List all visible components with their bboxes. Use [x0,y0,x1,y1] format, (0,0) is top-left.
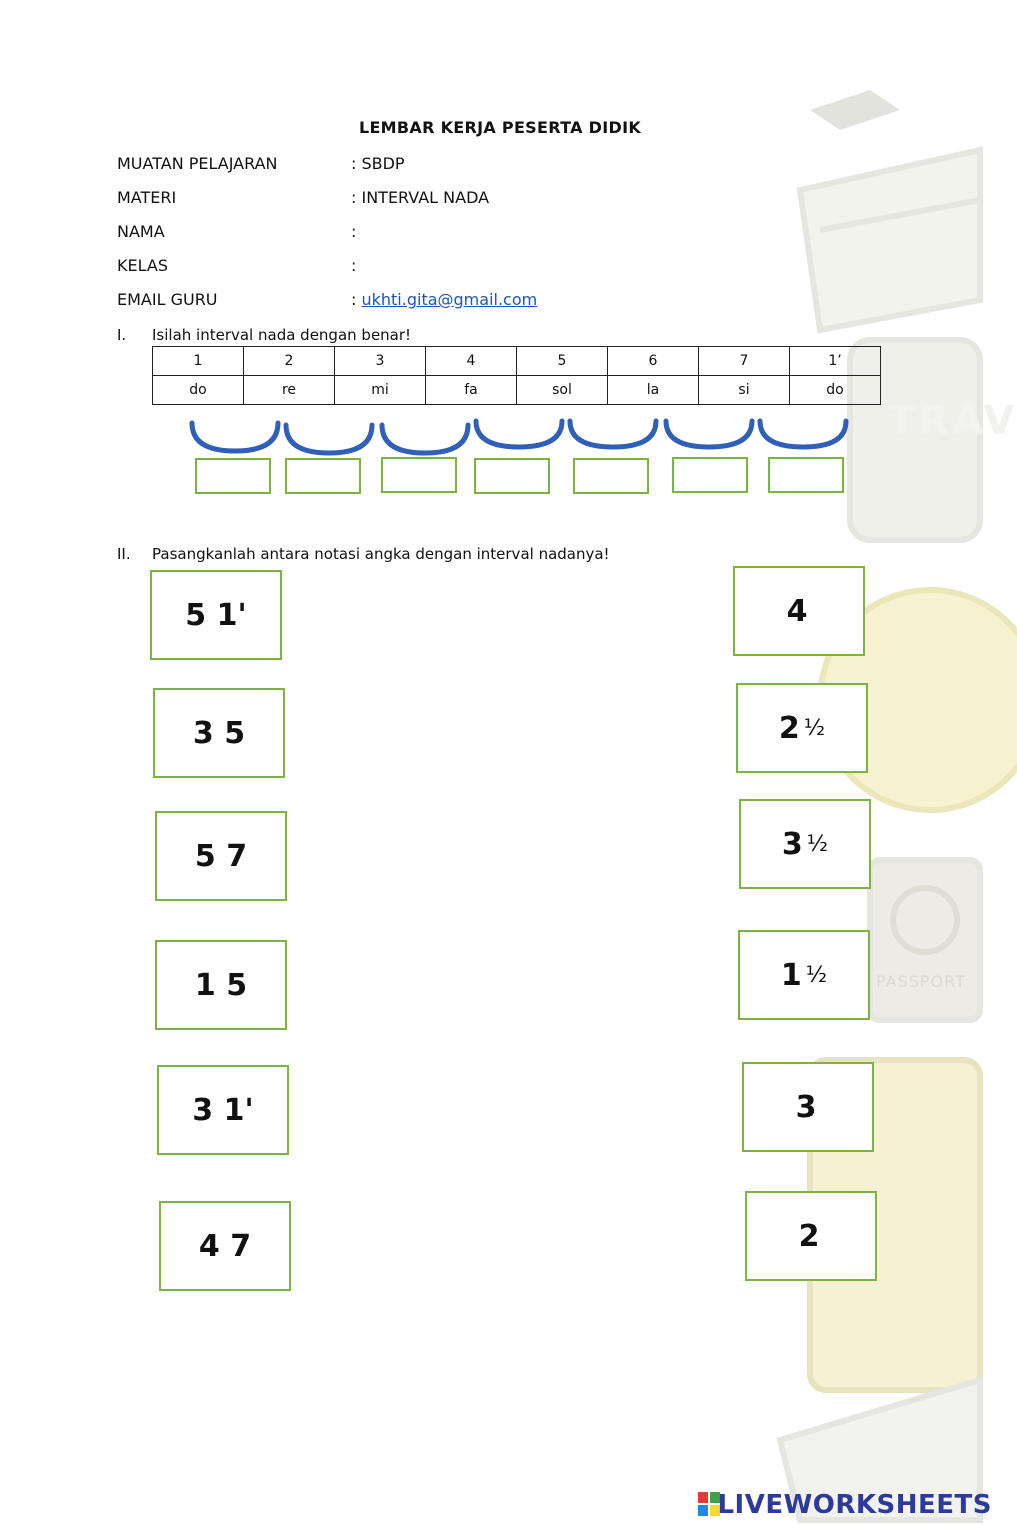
interval-answer-input[interactable] [672,457,748,493]
notation-card[interactable]: 3 5 [153,688,285,778]
field-value-name: : [351,222,357,241]
field-label-name: NAMA [117,222,165,241]
notation-card[interactable]: 3 1' [157,1065,289,1155]
note-number-cell: 5 [517,347,608,376]
interval-card-main: 2 [778,710,800,746]
interval-arc [382,425,468,453]
notation-card[interactable]: 5 7 [155,811,287,901]
section-2-number: II. [117,545,131,563]
field-label-material: MATERI [117,188,177,207]
section-1-instruction: Isilah interval nada dengan benar! [152,326,412,344]
note-solfege-cell: fa [426,376,517,405]
interval-answer-input[interactable] [768,457,844,493]
page-title: LEMBAR KERJA PESERTA DIDIK [358,118,642,137]
note-number-cell: 3 [335,347,426,376]
field-value-class: : [351,256,357,275]
note-table [152,346,881,405]
interval-arc [286,425,372,453]
field-label-teacher-email: EMAIL GURU [117,290,218,309]
interval-answer-input[interactable] [195,458,271,494]
field-value-teacher-email [351,290,537,309]
field-value-material: : INTERVAL NADA [351,188,490,207]
note-number-cell: 7 [699,347,790,376]
note-number-cell: 1’ [790,347,881,376]
notation-card[interactable]: 4 7 [159,1201,291,1291]
interval-card-main: 3 [795,1089,817,1125]
note-solfege-cell: mi [335,376,426,405]
interval-answer-input[interactable] [573,458,649,494]
field-value-subject: : SBDP [351,154,405,173]
note-solfege-cell: la [608,376,699,405]
note-number-cell: 1 [153,347,244,376]
interval-card-fraction: ½ [803,715,826,741]
section-1-number: I. [117,326,127,344]
interval-arc [192,423,278,451]
liveworksheets-brand: LIVEWORKSHEETS [717,1490,992,1520]
note-number-cell: 4 [426,347,517,376]
interval-card-main: 3 [781,826,803,862]
email-prefix: : [351,290,362,309]
note-solfege-cell: re [244,376,335,405]
interval-card-main: 2 [798,1218,820,1254]
interval-answer-input[interactable] [381,457,457,493]
interval-arc [760,421,846,447]
interval-arc [666,421,752,447]
teacher-email-link[interactable]: ukhti.gita@gmail.com [361,290,538,309]
note-solfege-cell: do [790,376,881,405]
section-2-instruction: Pasangkanlah antara notasi angka dengan interval nadanya! [152,545,610,563]
notation-card[interactable]: 1 5 [155,940,287,1030]
interval-card-fraction: ½ [806,831,829,857]
field-label-subject: MUATAN PELAJARAN [117,154,278,173]
note-number-cell: 6 [608,347,699,376]
interval-card-fraction: ½ [805,962,828,988]
note-solfege-cell: sol [517,376,608,405]
note-number-row [153,347,881,376]
interval-card[interactable] [738,930,870,1020]
note-solfege-cell: si [699,376,790,405]
interval-card-main: 4 [786,593,808,629]
interval-card[interactable] [745,1191,877,1281]
interval-answer-input[interactable] [285,458,361,494]
passport-decoration-text: PASSPORT [876,972,966,991]
field-label-class: KELAS [117,256,168,275]
note-solfege-cell: do [153,376,244,405]
notation-card[interactable]: 5 1' [150,570,282,660]
interval-card[interactable] [739,799,871,889]
interval-card[interactable] [733,566,865,656]
interval-arc [570,421,656,447]
note-solfege-row [153,376,881,405]
interval-card-main: 1 [780,957,802,993]
travel-decoration-text: TRAV [888,398,1017,444]
interval-arc [476,421,562,447]
interval-answer-input[interactable] [474,458,550,494]
interval-card[interactable] [742,1062,874,1152]
interval-card[interactable] [736,683,868,773]
note-number-cell: 2 [244,347,335,376]
